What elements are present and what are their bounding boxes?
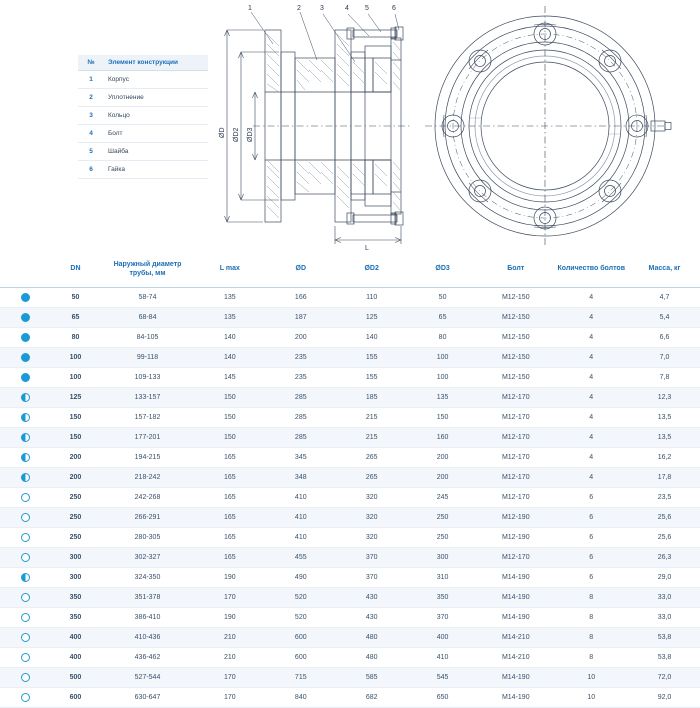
spec-cell-mass: 23,5 [629,487,700,507]
spec-cell-d: 410 [265,487,336,507]
size-indicator-icon [0,547,50,567]
spec-cell-lmax: 170 [194,687,265,707]
spec-cell-d: 285 [265,427,336,447]
spec-cell-outer-diameter: 109-133 [101,367,195,387]
spec-cell-bolt: М12-170 [478,447,553,467]
spec-cell-d3: 200 [407,447,478,467]
size-indicator-icon [0,347,50,367]
spec-cell-d2: 320 [336,507,407,527]
spec-header-d2: ØD2 [336,255,407,287]
spec-cell-mass: 25,6 [629,507,700,527]
spec-cell-outer-diameter: 527-544 [101,667,195,687]
spec-cell-bolt: М12-190 [478,507,553,527]
spec-cell-d: 235 [265,347,336,367]
spec-cell-bolt: М12-170 [478,427,553,447]
dim-label-D2: ØD2 [233,127,240,142]
spec-cell-mass: 72,0 [629,667,700,687]
spec-cell-d: 235 [265,367,336,387]
legend-row [78,161,208,179]
legend-row [78,71,208,89]
dim-label-D: ØD [219,127,226,138]
legend-row-number: 1 [78,71,104,89]
spec-cell-d3: 310 [407,567,478,587]
spec-cell-dn: 125 [50,387,100,407]
spec-cell-mass: 53,8 [629,647,700,667]
spec-cell-bolt-count: 4 [554,367,629,387]
size-indicator-icon [0,307,50,327]
spec-cell-bolt-count: 6 [554,547,629,567]
spec-cell-lmax: 140 [194,347,265,367]
spec-header-row [0,255,700,287]
callout-5: 5 [365,5,369,12]
spec-cell-d3: 50 [407,287,478,307]
spec-cell-dn: 100 [50,347,100,367]
spec-cell-d: 520 [265,607,336,627]
spec-cell-outer-diameter: 194-215 [101,447,195,467]
spec-cell-lmax: 150 [194,407,265,427]
spec-cell-outer-diameter: 324-350 [101,567,195,587]
table-row[interactable] [0,647,700,667]
spec-cell-d: 840 [265,687,336,707]
size-indicator-icon [0,387,50,407]
size-indicator-icon [0,367,50,387]
spec-cell-bolt: М12-150 [478,287,553,307]
spec-cell-outer-diameter: 302-327 [101,547,195,567]
spec-cell-d: 715 [265,667,336,687]
table-row[interactable] [0,287,700,307]
spec-cell-bolt-count: 4 [554,307,629,327]
spec-cell-outer-diameter: 84-105 [101,327,195,347]
spec-cell-outer-diameter: 630-647 [101,687,195,707]
spec-cell-mass: 53,8 [629,627,700,647]
spec-cell-bolt: М14-190 [478,607,553,627]
spec-cell-dn: 300 [50,567,100,587]
legend-row-number: 3 [78,107,104,125]
size-indicator-icon [0,527,50,547]
table-row[interactable] [0,347,700,367]
spec-cell-d3: 150 [407,407,478,427]
spec-cell-d2: 320 [336,527,407,547]
spec-cell-d: 285 [265,387,336,407]
spec-header-bolt: Болт [478,255,553,287]
table-row[interactable] [0,507,700,527]
spec-cell-lmax: 190 [194,607,265,627]
spec-cell-d: 600 [265,647,336,667]
spec-cell-bolt: М12-170 [478,407,553,427]
table-row[interactable] [0,627,700,647]
legend-row [78,107,208,125]
size-indicator-icon [0,647,50,667]
legend-row-number: 2 [78,89,104,107]
table-row[interactable] [0,547,700,567]
spec-cell-outer-diameter: 58-74 [101,287,195,307]
spec-cell-outer-diameter: 266-291 [101,507,195,527]
size-indicator-icon [0,407,50,427]
spec-cell-d3: 410 [407,647,478,667]
spec-cell-d2: 155 [336,367,407,387]
spec-cell-lmax: 135 [194,307,265,327]
table-row[interactable] [0,467,700,487]
size-indicator-icon [0,447,50,467]
table-row[interactable] [0,567,700,587]
spec-table [0,255,700,708]
spec-cell-bolt-count: 6 [554,527,629,547]
spec-cell-d3: 250 [407,527,478,547]
spec-cell-bolt-count: 10 [554,687,629,707]
spec-header-dn: DN [50,255,100,287]
size-indicator-icon [0,607,50,627]
spec-cell-d2: 430 [336,587,407,607]
spec-cell-bolt-count: 8 [554,587,629,607]
spec-cell-bolt: М14-190 [478,687,553,707]
spec-cell-mass: 33,0 [629,607,700,627]
spec-cell-dn: 80 [50,327,100,347]
spec-cell-bolt: М14-190 [478,587,553,607]
legend-header-item: Элемент конструкции [104,55,208,71]
dim-label-D3: ØD3 [247,127,254,142]
legend-row-label: Гайка [104,161,208,179]
spec-cell-bolt: М14-190 [478,567,553,587]
spec-cell-mass: 26,3 [629,547,700,567]
legend-row-label: Болт [104,125,208,143]
spec-cell-lmax: 165 [194,447,265,467]
spec-table-wrapper [0,255,700,708]
size-indicator-icon [0,627,50,647]
spec-cell-bolt-count: 4 [554,447,629,467]
spec-cell-d2: 265 [336,447,407,467]
spec-cell-bolt-count: 4 [554,387,629,407]
spec-header-lmax: L max [194,255,265,287]
spec-cell-dn: 150 [50,407,100,427]
spec-cell-mass: 4,7 [629,287,700,307]
table-row[interactable] [0,307,700,327]
table-row[interactable] [0,527,700,547]
drawing-area [0,0,700,250]
spec-cell-bolt: М12-150 [478,367,553,387]
spec-cell-outer-diameter: 99-118 [101,347,195,367]
spec-cell-lmax: 135 [194,287,265,307]
spec-cell-bolt-count: 6 [554,507,629,527]
spec-cell-mass: 92,0 [629,687,700,707]
spec-cell-d: 520 [265,587,336,607]
spec-cell-dn: 400 [50,627,100,647]
table-row[interactable] [0,447,700,467]
spec-cell-bolt-count: 10 [554,667,629,687]
spec-cell-dn: 600 [50,687,100,707]
spec-cell-mass: 13,5 [629,407,700,427]
spec-cell-d: 285 [265,407,336,427]
spec-cell-mass: 7,0 [629,347,700,367]
spec-cell-bolt: М12-170 [478,547,553,567]
spec-cell-d: 410 [265,527,336,547]
spec-cell-dn: 250 [50,487,100,507]
callout-1: 1 [248,5,252,12]
spec-cell-dn: 100 [50,367,100,387]
legend-row [78,125,208,143]
spec-cell-d2: 480 [336,647,407,667]
spec-cell-bolt: М12-150 [478,347,553,367]
size-indicator-icon [0,467,50,487]
table-row[interactable] [0,667,700,687]
spec-cell-bolt-count: 6 [554,567,629,587]
dim-label-L: L [365,245,369,252]
legend-row [78,89,208,107]
spec-cell-bolt-count: 4 [554,467,629,487]
spec-table-body [0,287,700,707]
spec-cell-bolt-count: 4 [554,427,629,447]
spec-cell-d2: 585 [336,667,407,687]
spec-header-icon [0,255,50,287]
spec-cell-mass: 13,5 [629,427,700,447]
spec-cell-lmax: 165 [194,527,265,547]
spec-cell-mass: 25,6 [629,527,700,547]
callout-6: 6 [392,5,396,12]
legend-row-label: Уплотнение [104,89,208,107]
spec-cell-lmax: 165 [194,547,265,567]
spec-header-d: ØD [265,255,336,287]
legend-header-row [78,55,208,71]
spec-cell-outer-diameter: 157-182 [101,407,195,427]
spec-cell-d2: 140 [336,327,407,347]
table-row[interactable] [0,487,700,507]
spec-cell-outer-diameter: 410-436 [101,627,195,647]
spec-cell-bolt: М14-210 [478,647,553,667]
spec-cell-dn: 150 [50,427,100,447]
legend-table [78,55,208,179]
spec-cell-d3: 300 [407,547,478,567]
spec-cell-d2: 110 [336,287,407,307]
spec-cell-d3: 370 [407,607,478,627]
spec-cell-d: 345 [265,447,336,467]
spec-cell-lmax: 145 [194,367,265,387]
spec-cell-d3: 350 [407,587,478,607]
spec-cell-bolt-count: 4 [554,327,629,347]
size-indicator-icon [0,667,50,687]
table-row[interactable] [0,687,700,707]
spec-cell-outer-diameter: 351-378 [101,587,195,607]
spec-cell-d3: 100 [407,347,478,367]
spec-cell-d: 490 [265,567,336,587]
spec-cell-bolt: М12-150 [478,327,553,347]
table-row[interactable] [0,327,700,347]
spec-cell-lmax: 170 [194,587,265,607]
spec-cell-outer-diameter: 280-305 [101,527,195,547]
spec-cell-bolt: М14-190 [478,667,553,687]
spec-cell-outer-diameter: 218-242 [101,467,195,487]
legend-row-label: Кольцо [104,107,208,125]
spec-cell-d2: 370 [336,547,407,567]
spec-cell-lmax: 150 [194,427,265,447]
spec-cell-d2: 370 [336,567,407,587]
spec-cell-mass: 17,8 [629,467,700,487]
size-indicator-icon [0,287,50,307]
spec-cell-bolt: М12-170 [478,487,553,507]
size-indicator-icon [0,487,50,507]
spec-cell-bolt: М12-170 [478,467,553,487]
size-indicator-icon [0,327,50,347]
spec-cell-dn: 200 [50,447,100,467]
spec-cell-d: 187 [265,307,336,327]
table-row[interactable] [0,367,700,387]
spec-cell-d3: 160 [407,427,478,447]
spec-cell-dn: 300 [50,547,100,567]
spec-cell-mass: 5,4 [629,307,700,327]
table-row[interactable] [0,587,700,607]
spec-cell-outer-diameter: 386-410 [101,607,195,627]
spec-cell-bolt-count: 8 [554,627,629,647]
size-indicator-icon [0,587,50,607]
legend-row-number: 5 [78,143,104,161]
spec-header-outer-diameter: Наружный диаметр трубы, мм [101,255,195,287]
spec-cell-d3: 650 [407,687,478,707]
size-indicator-icon [0,427,50,447]
spec-cell-d3: 100 [407,367,478,387]
spec-cell-bolt-count: 4 [554,347,629,367]
callout-2: 2 [297,5,301,12]
spec-cell-outer-diameter: 242-268 [101,487,195,507]
spec-cell-d2: 265 [336,467,407,487]
spec-cell-bolt-count: 4 [554,407,629,427]
spec-cell-outer-diameter: 177-201 [101,427,195,447]
spec-cell-d: 455 [265,547,336,567]
spec-cell-dn: 400 [50,647,100,667]
spec-cell-d2: 320 [336,487,407,507]
spec-cell-mass: 12,3 [629,387,700,407]
spec-cell-bolt-count: 4 [554,287,629,307]
technical-drawing [205,0,700,252]
spec-cell-mass: 16,2 [629,447,700,467]
table-row[interactable] [0,387,700,407]
spec-cell-dn: 350 [50,587,100,607]
callout-4: 4 [345,5,349,12]
spec-cell-d3: 400 [407,627,478,647]
spec-cell-outer-diameter: 68-84 [101,307,195,327]
spec-cell-bolt: М14-210 [478,627,553,647]
spec-cell-d: 166 [265,287,336,307]
size-indicator-icon [0,687,50,707]
legend-row-label: Шайба [104,143,208,161]
spec-cell-lmax: 165 [194,467,265,487]
spec-cell-d3: 200 [407,467,478,487]
spec-cell-lmax: 210 [194,647,265,667]
table-row[interactable] [0,427,700,447]
legend-row [78,143,208,161]
spec-cell-d: 348 [265,467,336,487]
spec-cell-d3: 80 [407,327,478,347]
spec-cell-bolt-count: 8 [554,607,629,627]
spec-header-d3: ØD3 [407,255,478,287]
spec-cell-bolt: М12-150 [478,307,553,327]
spec-cell-d3: 545 [407,667,478,687]
spec-cell-mass: 33,0 [629,587,700,607]
legend-row-number: 4 [78,125,104,143]
spec-cell-bolt-count: 6 [554,487,629,507]
spec-cell-d2: 682 [336,687,407,707]
spec-cell-lmax: 210 [194,627,265,647]
legend-row-label: Корпус [104,71,208,89]
legend-body [78,71,208,179]
spec-cell-d2: 215 [336,407,407,427]
spec-cell-dn: 200 [50,467,100,487]
callout-3: 3 [320,5,324,12]
legend-header-num: № [78,55,104,71]
spec-cell-d3: 135 [407,387,478,407]
spec-cell-dn: 350 [50,607,100,627]
spec-cell-lmax: 165 [194,507,265,527]
spec-cell-d2: 480 [336,627,407,647]
spec-cell-d3: 65 [407,307,478,327]
spec-cell-dn: 65 [50,307,100,327]
size-indicator-icon [0,567,50,587]
spec-cell-mass: 29,0 [629,567,700,587]
spec-cell-mass: 6,6 [629,327,700,347]
spec-cell-bolt: М12-170 [478,387,553,407]
spec-cell-lmax: 190 [194,567,265,587]
spec-cell-d2: 155 [336,347,407,367]
spec-cell-lmax: 150 [194,387,265,407]
spec-cell-bolt-count: 8 [554,647,629,667]
spec-cell-d2: 185 [336,387,407,407]
legend-row-number: 6 [78,161,104,179]
spec-cell-mass: 7,8 [629,367,700,387]
spec-header-bolt-count: Количество болтов [554,255,629,287]
table-row[interactable] [0,607,700,627]
spec-cell-d: 200 [265,327,336,347]
spec-cell-dn: 250 [50,527,100,547]
spec-cell-lmax: 170 [194,667,265,687]
spec-header-mass: Масса, кг [629,255,700,287]
spec-cell-outer-diameter: 436-462 [101,647,195,667]
spec-cell-d: 600 [265,627,336,647]
spec-cell-dn: 250 [50,507,100,527]
table-row[interactable] [0,407,700,427]
spec-cell-d: 410 [265,507,336,527]
spec-cell-dn: 50 [50,287,100,307]
spec-cell-bolt: М12-190 [478,527,553,547]
spec-cell-lmax: 165 [194,487,265,507]
spec-cell-dn: 500 [50,667,100,687]
size-indicator-icon [0,507,50,527]
spec-cell-lmax: 140 [194,327,265,347]
spec-cell-d2: 125 [336,307,407,327]
spec-cell-outer-diameter: 133-157 [101,387,195,407]
spec-cell-d2: 215 [336,427,407,447]
spec-cell-d3: 245 [407,487,478,507]
spec-cell-d3: 250 [407,507,478,527]
spec-cell-d2: 430 [336,607,407,627]
